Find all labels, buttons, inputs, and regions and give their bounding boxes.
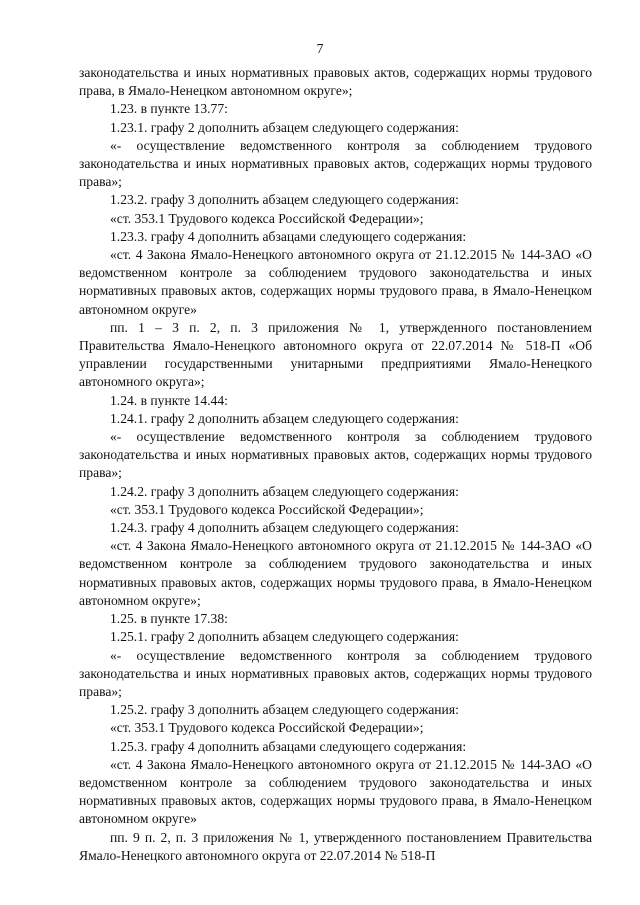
paragraph: 1.25.2. графу 3 дополнить абзацем следующего содержания: (110, 702, 459, 718)
paragraph: пп. 9 п. 2, п. 3 приложения № 1, утвержденного постановлением Правительства Ямало-Ненецкого автономного округа от 22.07.2014 № 518-П (79, 829, 592, 863)
paragraph: законодательства и иных нормативных правовых актов, содержащих нормы трудового права, в Ямало-Ненецком автономном округе»; (79, 65, 592, 99)
paragraph: «ст. 4 Закона Ямало-Ненецкого автономного округа от 21.12.2015 № 144-ЗАО «О ведомственном контроле за соблюдением трудового законодательства и иных нормативных правовых актов, содержащих нормы трудового права, в Ямало-Ненецком автономном округе»; (79, 538, 592, 608)
paragraph: «- осуществление ведомственного контроля за соблюдением трудового законодательства и иных нормативных правовых актов, содержащих нормы трудового права»; (79, 429, 592, 481)
document-body (79, 64, 592, 865)
paragraph: «ст. 4 Закона Ямало-Ненецкого автономного округа от 21.12.2015 № 144-ЗАО «О ведомственном контроле за соблюдением трудового законодательства и иных нормативных правовых актов, содержащих нормы трудового права, в Ямало-Ненецком автономном округе» (79, 247, 592, 317)
paragraph: 1.25.3. графу 4 дополнить абзацами следующего содержания: (110, 738, 467, 754)
paragraph: 1.25.1. графу 2 дополнить абзацем следующего содержания: (110, 629, 459, 645)
paragraph: 1.24. в пункте 14.44: (110, 392, 228, 408)
paragraph: «ст. 353.1 Трудового кодекса Российской Федерации»; (110, 210, 424, 226)
paragraph: 1.24.1. графу 2 дополнить абзацем следующего содержания: (110, 410, 459, 426)
paragraph: 1.23. в пункте 13.77: (110, 101, 228, 117)
paragraph: «- осуществление ведомственного контроля за соблюдением трудового законодательства и иных нормативных правовых актов, содержащих нормы трудового права»; (79, 137, 592, 190)
paragraph: 1.24.3. графу 4 дополнить абзацем следующего содержания: (110, 520, 459, 536)
paragraph: «- осуществление ведомственного контроля за соблюдением трудового законодательства и иных нормативных правовых актов, содержащих нормы трудового права»; (79, 647, 592, 699)
paragraph: пп. 1 – 3 п. 2, п. 3 приложения № 1, утвержденного постановлением Правительства Ямало-Ненецкого автономного округа от 22.07.2014 № 518-П «Об управлении государственными унитарными предприятиями Ямало-Ненецкого автономного округа»; (79, 319, 592, 390)
paragraph: 1.25. в пункте 17.38: (110, 611, 228, 627)
page-number: 7 (316, 41, 324, 56)
paragraph: «ст. 353.1 Трудового кодекса Российской Федерации»; (110, 501, 424, 517)
paragraph: «ст. 4 Закона Ямало-Ненецкого автономного округа от 21.12.2015 № 144-ЗАО «О ведомственном контроле за соблюдением трудового законодательства и иных нормативных правовых актов, содержащих нормы трудового права, в Ямало-Ненецком автономном округе» (79, 756, 592, 827)
paragraph: 1.23.1. графу 2 дополнить абзацем следующего содержания: (110, 119, 459, 135)
paragraph: 1.24.2. графу 3 дополнить абзацем следующего содержания: (110, 483, 459, 499)
paragraph: «ст. 353.1 Трудового кодекса Российской Федерации»; (110, 720, 424, 736)
paragraph: 1.23.3. графу 4 дополнить абзацами следующего содержания: (110, 228, 467, 244)
paragraph: 1.23.2. графу 3 дополнить абзацем следующего содержания: (110, 192, 459, 208)
